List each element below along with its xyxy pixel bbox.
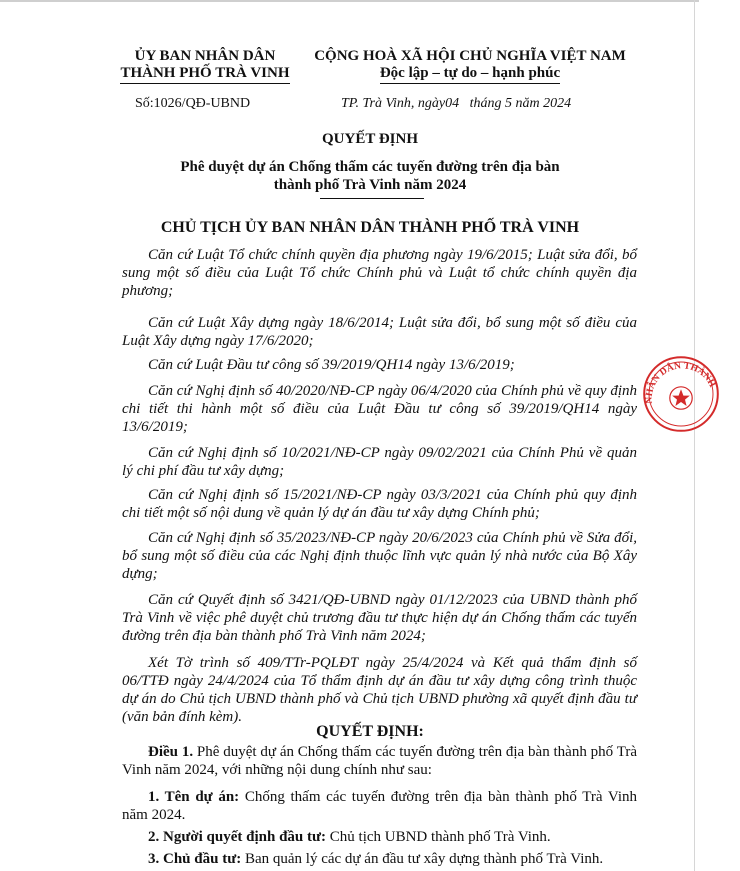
decision-heading: QUYẾT ĐỊNH: [316,723,424,740]
org-line-1: ỦY BAN NHÂN DÂN [134,48,276,64]
seal-text: NHÂN DÂN THÀNH [643,360,718,405]
red-seal-stamp [641,354,721,434]
article-1-text: Phê duyệt dự án Chống thấm các tuyến đường trên địa bàn thành phố Trà Vinh năm 2024, với những nội dung chính như sau: [122,744,637,778]
place-and-date: TP. Trà Vinh, ngày04 tháng 5 năm 2024 [341,96,572,111]
item-3-text: Ban quản lý các dự án đầu tư xây dựng thành phố Trà Vinh. [241,851,604,867]
basis-paragraph: Căn cứ Quyết định số 3421/QĐ-UBND ngày 01/12/2023 của UBND thành phố Trà Vinh về việc phê duyệt chủ trương đầu tư thực hiện dự án Chống thấm các tuyến đường trên địa bàn thành phố Trà Vinh năm 2024; [122,592,637,644]
basis-paragraph: Căn cứ Nghị định số 40/2020/NĐ-CP ngày 06/4/2020 của Chính phủ về quy định chi tiết thi hành một số điều của Luật Đầu tư công số 39/2019/QH14 ngày 13/6/2019; [122,383,637,435]
item-3-label: 3. Chủ đầu tư: [148,851,242,867]
national-motto [300,48,640,84]
item-2 [122,828,637,846]
page-top-edge [0,0,699,2]
issuing-organization [90,48,320,84]
basis-paragraph: Căn cứ Nghị định số 15/2021/NĐ-CP ngày 03/3/2021 của Chính phủ quy định chi tiết một số nội dung về quản lý dự án đầu tư xây dựng Chính phủ; [122,487,637,521]
item-1-text: Chống thấm các tuyến đường trên địa bàn thành phố Trà Vinh năm 2024. [122,789,637,823]
basis-paragraph: Căn cứ Nghị định số 35/2023/NĐ-CP ngày 20/6/2023 của Chính phủ về Sửa đổi, bổ sung một số điều của các Nghị định thuộc lĩnh vực quản lý nhà nước của Bộ Xây dựng; [122,530,637,582]
basis-paragraph: Căn cứ Luật Xây dựng ngày 18/6/2014; Luật sửa đổi, bổ sung một số điều của Luật Xây dựng ngày 17/6/2020; [122,315,637,349]
basis-paragraph: Xét Tờ trình số 409/TTr-PQLĐT ngày 25/4/2024 và Kết quả thẩm định số 06/TTĐ ngày 24/4/2024 của Tổ thẩm định dự án đầu tư xây dựng công trình thuộc dự án do Chủ tịch UBND thành phố và Chủ tịch UBND phường xã quyết định đầu tư (văn bản đính kèm). [122,655,637,725]
item-2-text: Chủ tịch UBND thành phố Trà Vinh. [326,829,551,845]
basis-paragraph: Căn cứ Luật Đầu tư công số 39/2019/QH14 ngày 13/6/2019; [148,357,515,373]
nation-line-1: CỘNG HOÀ XÃ HỘI CHỦ NGHĨA VIỆT NAM [314,48,626,64]
issuing-authority: CHỦ TỊCH ỦY BAN NHÂN DÂN THÀNH PHỐ TRÀ VINH [160,219,580,236]
item-1-label: 1. Tên dự án: [148,789,240,805]
subject-line-1: Phê duyệt dự án Chống thấm các tuyến đường trên địa bàn [180,159,560,175]
item-2-label: 2. Người quyết định đầu tư: [148,829,327,845]
subject-line-2: thành phố Trà Vinh năm 2024 [273,177,467,193]
article-1-label: Điều 1. [148,744,194,760]
basis-paragraph: Căn cứ Nghị định số 10/2021/NĐ-CP ngày 09/02/2021 của Chính Phủ về quản lý chi phí đầu tư xây dựng; [122,445,637,479]
subject-underline [320,198,424,199]
item-3 [122,850,637,868]
article-1 [122,743,637,779]
item-1 [122,788,637,824]
basis-paragraph: Căn cứ Luật Tổ chức chính quyền địa phương ngày 19/6/2015; Luật sửa đổi, bổ sung một số điều của Luật Tổ chức Chính phủ và Luật tổ chức chính quyền địa phương; [122,247,637,299]
org-line-2: THÀNH PHỐ TRÀ VINH [120,65,289,84]
nation-line-2: Độc lập – tự do – hạnh phúc [380,65,560,84]
document-number: Số:1026/QĐ-UBND [135,96,251,111]
document-type: QUYẾT ĐỊNH [322,131,418,147]
